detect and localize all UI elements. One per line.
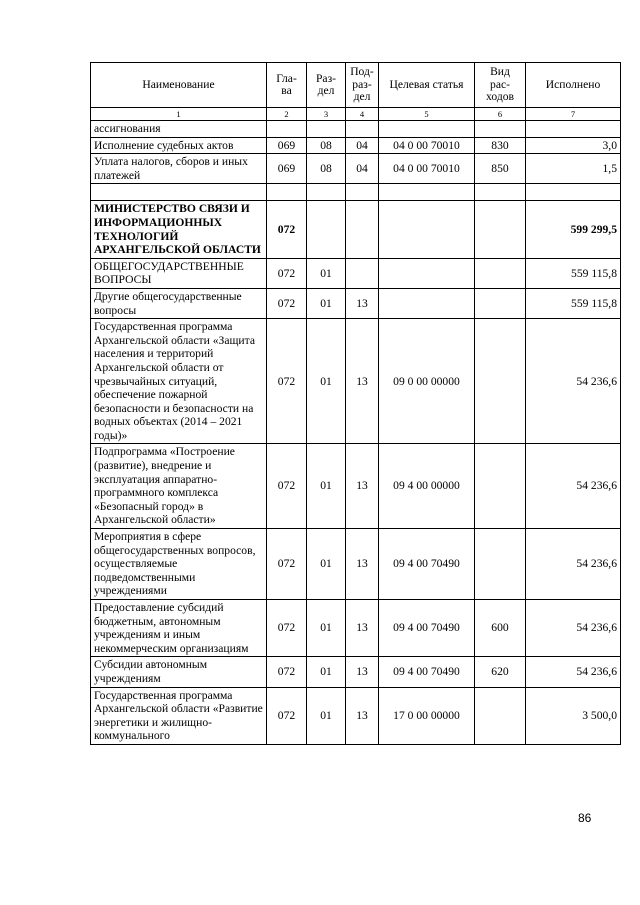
row-name: Государственная программа Архангельской области «Защита населения и территорий Архангельской области от чрезвычайных ситуаций, обеспечение пожарной безопасности и безопасности на водных объектах (2014 – 2021 годы)» [91,319,267,444]
row-statya: 09 4 00 70490 [379,600,475,657]
row-name: ОБЩЕГОСУДАРСТВЕННЫЕ ВОПРОСЫ [91,258,267,288]
row-glava: 072 [267,600,307,657]
row-podrazdel: 13 [346,288,379,318]
row-statya: 17 0 00 00000 [379,687,475,744]
row-statya: 09 4 00 70490 [379,657,475,687]
row-glava: 072 [267,258,307,288]
row-razdel: 01 [307,258,346,288]
row-name: Другие общегосударственные вопросы [91,288,267,318]
row-podrazdel: 04 [346,137,379,154]
row-glava: 069 [267,154,307,184]
row-amount: 599 299,5 [526,201,621,258]
row-statya [379,121,475,138]
column-number: 5 [379,108,475,121]
row-statya [379,184,475,201]
table-row [91,154,621,184]
row-name [91,184,267,201]
row-razdel: 08 [307,154,346,184]
row-amount: 54 236,6 [526,444,621,529]
row-podrazdel: 13 [346,657,379,687]
row-statya: 04 0 00 70010 [379,137,475,154]
column-number: 7 [526,108,621,121]
row-glava [267,121,307,138]
row-glava: 072 [267,319,307,444]
row-razdel [307,201,346,258]
row-razdel [307,121,346,138]
row-vid: 850 [475,154,526,184]
header-row [91,63,621,108]
row-podrazdel: 13 [346,444,379,529]
header-razdel: Раз- дел [307,63,346,108]
row-glava: 072 [267,201,307,258]
header-amount: Исполнено [526,63,621,108]
header-statya: Целевая статья [379,63,475,108]
row-razdel: 01 [307,657,346,687]
row-vid [475,529,526,600]
table-row [91,258,621,288]
row-amount: 54 236,6 [526,600,621,657]
budget-table [90,62,621,745]
row-statya: 04 0 00 70010 [379,154,475,184]
row-vid: 600 [475,600,526,657]
row-statya: 09 0 00 00000 [379,319,475,444]
row-razdel [307,184,346,201]
row-amount: 54 236,6 [526,657,621,687]
column-number: 3 [307,108,346,121]
row-podrazdel [346,258,379,288]
row-vid: 830 [475,137,526,154]
row-vid [475,184,526,201]
table-row [91,288,621,318]
row-statya: 09 4 00 00000 [379,444,475,529]
table-row-ministry [91,201,621,258]
row-amount: 54 236,6 [526,319,621,444]
row-amount: 559 115,8 [526,258,621,288]
row-name: МИНИСТЕРСТВО СВЯЗИ И ИНФОРМАЦИОННЫХ ТЕХНОЛОГИЙ АРХАНГЕЛЬСКОЙ ОБЛАСТИ [91,201,267,258]
row-statya [379,288,475,318]
row-razdel: 01 [307,529,346,600]
row-name: Государственная программа Архангельской области «Развитие энергетики и жилищно-коммунального [91,687,267,744]
row-amount: 3,0 [526,137,621,154]
row-razdel: 01 [307,288,346,318]
row-amount [526,121,621,138]
row-podrazdel: 13 [346,687,379,744]
row-glava [267,184,307,201]
row-amount: 54 236,6 [526,529,621,600]
header-name: Наименование [91,63,267,108]
page-number: 86 [578,811,592,825]
row-vid: 620 [475,657,526,687]
table-row [91,600,621,657]
row-razdel: 01 [307,687,346,744]
row-vid [475,201,526,258]
row-amount: 559 115,8 [526,288,621,318]
table-row-empty [91,184,621,201]
row-amount [526,184,621,201]
row-name: Подпрограмма «Построение (развитие), внедрение и эксплуатация аппаратно-программного комплекса «Безопасный город» в Архангельской области» [91,444,267,529]
table-row [91,319,621,444]
row-vid [475,444,526,529]
row-vid [475,288,526,318]
row-glava: 072 [267,687,307,744]
table-row [91,137,621,154]
row-name: Субсидии автономным учреждениям [91,657,267,687]
row-name: Предоставление субсидий бюджетным, автономным учреждениям и иным некоммерческим организациям [91,600,267,657]
row-statya: 09 4 00 70490 [379,529,475,600]
table-row [91,444,621,529]
row-statya [379,201,475,258]
table-row [91,121,621,138]
row-razdel: 08 [307,137,346,154]
row-name: Мероприятия в сфере общегосударственных вопросов, осуществляемые подведомственными учреждениями [91,529,267,600]
row-name: ассигнования [91,121,267,138]
row-vid [475,687,526,744]
row-podrazdel [346,184,379,201]
header-podrazdel: Под- раз- дел [346,63,379,108]
table-row [91,529,621,600]
row-podrazdel: 13 [346,529,379,600]
row-podrazdel: 04 [346,154,379,184]
column-number: 4 [346,108,379,121]
row-glava: 072 [267,657,307,687]
row-vid [475,121,526,138]
header-vid: Вид рас- ходов [475,63,526,108]
row-podrazdel [346,201,379,258]
table-row [91,687,621,744]
column-number: 6 [475,108,526,121]
row-podrazdel [346,121,379,138]
header-glava: Гла- ва [267,63,307,108]
row-amount: 3 500,0 [526,687,621,744]
row-name: Уплата налогов, сборов и иных платежей [91,154,267,184]
row-podrazdel: 13 [346,600,379,657]
row-razdel: 01 [307,319,346,444]
row-vid [475,319,526,444]
row-podrazdel: 13 [346,319,379,444]
column-number-row [91,108,621,121]
row-statya [379,258,475,288]
row-glava: 072 [267,529,307,600]
row-razdel: 01 [307,444,346,529]
row-glava: 072 [267,444,307,529]
row-glava: 072 [267,288,307,318]
row-amount: 1,5 [526,154,621,184]
row-vid [475,258,526,288]
row-name: Исполнение судебных актов [91,137,267,154]
table-row [91,657,621,687]
row-glava: 069 [267,137,307,154]
column-number: 1 [91,108,267,121]
row-razdel: 01 [307,600,346,657]
column-number: 2 [267,108,307,121]
